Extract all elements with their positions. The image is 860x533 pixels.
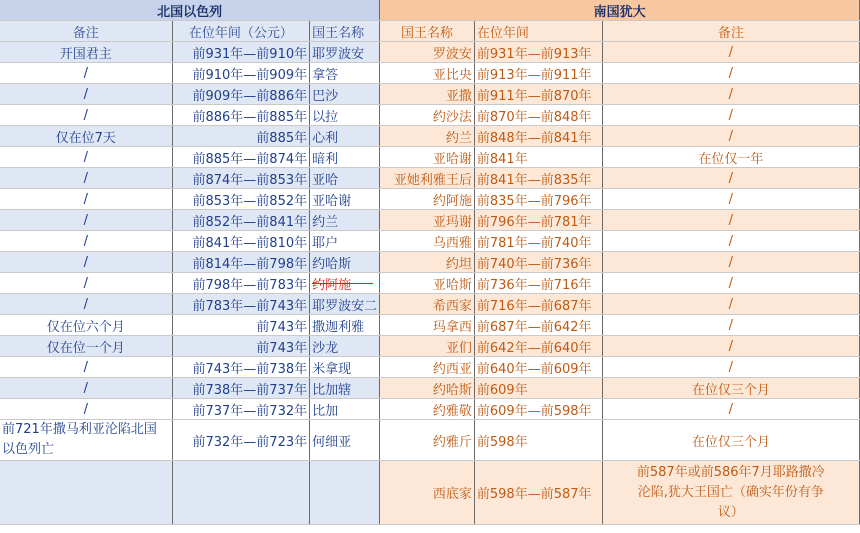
north-years: 前738年—前737年: [172, 378, 310, 399]
table-row: [0, 357, 860, 378]
south-years: 前736年—前716年: [474, 273, 602, 294]
south-years: 前598年—前587年: [474, 461, 602, 525]
table-row: [0, 189, 860, 210]
north-king: 米拿现: [310, 357, 380, 378]
north-years: 前886年—前885年: [172, 105, 310, 126]
south-king: 乌西雅: [380, 231, 475, 252]
north-empty-cell: [0, 461, 172, 525]
north-king: 何细亚: [310, 420, 380, 461]
south-note-fall: 前587年或前586年7月耶路撒冷沦陷,犹大王国亡（确实年份有争议）: [602, 461, 859, 525]
south-king: 约雅敬: [380, 399, 475, 420]
north-years: 前931年—前910年: [172, 42, 310, 63]
south-note: 在位仅三个月: [602, 378, 859, 399]
north-note: /: [0, 210, 172, 231]
south-years: 前841年: [474, 147, 602, 168]
north-note: /: [0, 84, 172, 105]
north-king: 约哈斯: [310, 252, 380, 273]
north-years: 前743年: [172, 315, 310, 336]
north-years: 前732年—前723年: [172, 420, 310, 461]
table-row: [0, 399, 860, 420]
south-king: 亚她利雅王后: [380, 168, 475, 189]
table-row: [0, 105, 860, 126]
south-note: /: [602, 189, 859, 210]
north-king: 撒迦利雅: [310, 315, 380, 336]
south-note: /: [602, 252, 859, 273]
north-header-note: 备注: [0, 21, 172, 42]
south-years: 前609年: [474, 378, 602, 399]
table-row: [0, 231, 860, 252]
north-king: 亚哈谢: [310, 189, 380, 210]
south-king: 约兰: [380, 126, 475, 147]
north-years: 前743年: [172, 336, 310, 357]
north-note: /: [0, 378, 172, 399]
table-row: [0, 315, 860, 336]
north-king: 约兰: [310, 210, 380, 231]
north-empty-cell: [310, 461, 380, 525]
south-years: 前931年—前913年: [474, 42, 602, 63]
south-years: 前848年—前841年: [474, 126, 602, 147]
north-king: 比加: [310, 399, 380, 420]
south-king: 亚玛谢: [380, 210, 475, 231]
south-note: /: [602, 273, 859, 294]
south-years: 前740年—前736年: [474, 252, 602, 273]
south-years: 前796年—前781年: [474, 210, 602, 231]
north-king: 以拉: [310, 105, 380, 126]
south-note: /: [602, 399, 859, 420]
north-years: 前874年—前853年: [172, 168, 310, 189]
south-king: 约坦: [380, 252, 475, 273]
south-king: 约阿施: [380, 189, 475, 210]
south-years: 前609年—前598年: [474, 399, 602, 420]
north-note: /: [0, 231, 172, 252]
table-row: [0, 461, 860, 525]
south-king: 亚比央: [380, 63, 475, 84]
north-king-struck: 约阿施: [310, 273, 380, 294]
south-king: 亚们: [380, 336, 475, 357]
north-note: /: [0, 63, 172, 84]
north-king: 耶户: [310, 231, 380, 252]
north-years: 前737年—前732年: [172, 399, 310, 420]
south-years: 前911年—前870年: [474, 84, 602, 105]
south-note: /: [602, 294, 859, 315]
south-note: /: [602, 231, 859, 252]
south-years: 前870年—前848年: [474, 105, 602, 126]
north-king: 巴沙: [310, 84, 380, 105]
north-years: 前852年—前841年: [172, 210, 310, 231]
table-row: [0, 273, 860, 294]
south-king: 西底家: [380, 461, 475, 525]
south-years: 前716年—前687年: [474, 294, 602, 315]
south-years: 前687年—前642年: [474, 315, 602, 336]
north-king: 比加辖: [310, 378, 380, 399]
north-note: 仅在位7天: [0, 126, 172, 147]
north-king: 耶罗波安二: [310, 294, 380, 315]
north-king: 拿答: [310, 63, 380, 84]
south-title: 南国犹大: [380, 0, 860, 21]
south-king: 约哈斯: [380, 378, 475, 399]
south-note: /: [602, 357, 859, 378]
south-note: /: [602, 315, 859, 336]
north-note: /: [0, 273, 172, 294]
north-note: 仅在位六个月: [0, 315, 172, 336]
south-note: 在位仅三个月: [602, 420, 859, 461]
south-note: /: [602, 210, 859, 231]
north-title: 北国以色列: [0, 0, 380, 21]
north-note: /: [0, 294, 172, 315]
south-header-years: 在位年间: [474, 21, 602, 42]
table-row: [0, 336, 860, 357]
north-years: 前814年—前798年: [172, 252, 310, 273]
north-note: /: [0, 105, 172, 126]
table-row: [0, 378, 860, 399]
north-note: /: [0, 147, 172, 168]
table-row: [0, 84, 860, 105]
north-years: 前909年—前886年: [172, 84, 310, 105]
table-row: [0, 63, 860, 84]
south-king: 玛拿西: [380, 315, 475, 336]
south-king: 亚撒: [380, 84, 475, 105]
north-note: /: [0, 189, 172, 210]
north-note-fall: 前721年撒马利亚沦陷北国以色列亡: [0, 420, 172, 461]
south-note: /: [602, 84, 859, 105]
south-header-note: 备注: [602, 21, 859, 42]
south-header-king: 国王名称: [380, 21, 475, 42]
north-king: 心利: [310, 126, 380, 147]
north-note: /: [0, 252, 172, 273]
north-header-years: 在位年间（公元）: [172, 21, 310, 42]
south-note: /: [602, 63, 859, 84]
south-king: 约西亚: [380, 357, 475, 378]
north-note: 开国君主: [0, 42, 172, 63]
north-years: 前910年—前909年: [172, 63, 310, 84]
south-king: 希西家: [380, 294, 475, 315]
south-note: /: [602, 126, 859, 147]
table-row: [0, 420, 860, 461]
table-row: [0, 126, 860, 147]
south-king: 约沙法: [380, 105, 475, 126]
north-king: 耶罗波安: [310, 42, 380, 63]
south-years: 前835年—前796年: [474, 189, 602, 210]
table-row: [0, 147, 860, 168]
south-note: /: [602, 336, 859, 357]
south-years: 前642年—前640年: [474, 336, 602, 357]
table-row: [0, 252, 860, 273]
south-years: 前913年—前911年: [474, 63, 602, 84]
north-years: 前853年—前852年: [172, 189, 310, 210]
table-row: [0, 42, 860, 63]
south-years: 前781年—前740年: [474, 231, 602, 252]
north-years: 前841年—前810年: [172, 231, 310, 252]
table-row: [0, 168, 860, 189]
north-header-king: 国王名称: [310, 21, 380, 42]
north-empty-cell: [172, 461, 310, 525]
south-note: /: [602, 105, 859, 126]
north-years: 前885年: [172, 126, 310, 147]
north-note: 仅在位一个月: [0, 336, 172, 357]
south-king: 亚哈斯: [380, 273, 475, 294]
table-row: [0, 294, 860, 315]
north-king: 暗利: [310, 147, 380, 168]
north-years: 前783年—前743年: [172, 294, 310, 315]
south-years: 前640年—前609年: [474, 357, 602, 378]
north-note: /: [0, 357, 172, 378]
south-note: /: [602, 42, 859, 63]
south-king: 罗波安: [380, 42, 475, 63]
north-note: /: [0, 399, 172, 420]
south-king: 亚哈谢: [380, 147, 475, 168]
north-king: 沙龙: [310, 336, 380, 357]
north-years: 前885年—前874年: [172, 147, 310, 168]
south-king: 约雅斤: [380, 420, 475, 461]
south-note: 在位仅一年: [602, 147, 859, 168]
south-years: 前841年—前835年: [474, 168, 602, 189]
north-years: 前743年—前738年: [172, 357, 310, 378]
table-row: [0, 210, 860, 231]
south-note: /: [602, 168, 859, 189]
north-note: /: [0, 168, 172, 189]
south-years: 前598年: [474, 420, 602, 461]
north-years: 前798年—前783年: [172, 273, 310, 294]
north-king: 亚哈: [310, 168, 380, 189]
